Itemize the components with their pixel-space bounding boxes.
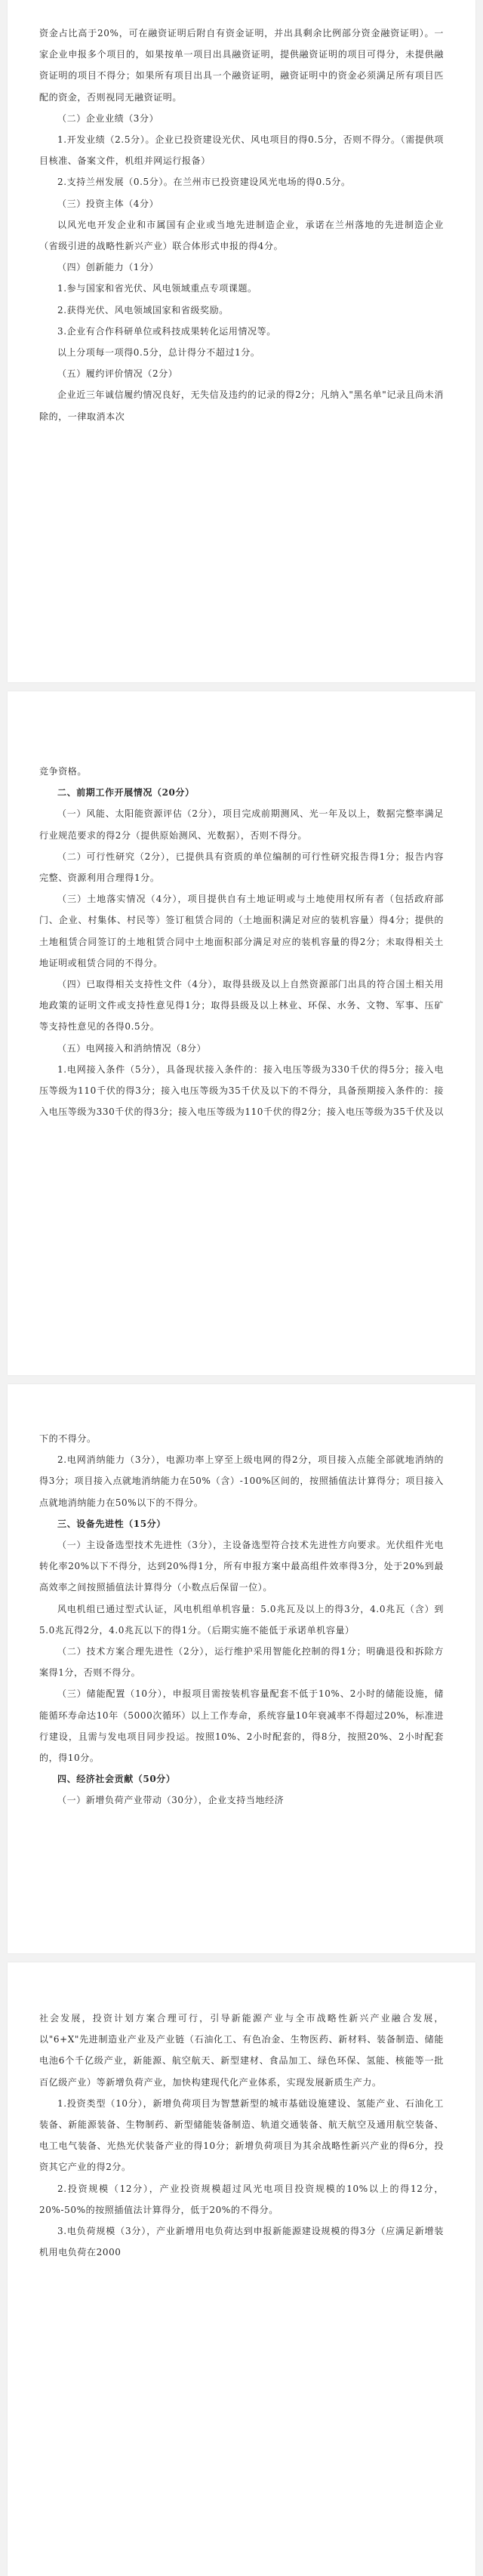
paragraph: （二）企业业绩（3分） xyxy=(57,112,159,124)
paragraph: 3.电负荷规模（3分），产业新增用电负荷达到申报新能源建设规模的得3分（应满足新增装机用电负荷在2000 xyxy=(39,2226,444,2258)
paragraph: 下的不得分。 xyxy=(39,1433,97,1444)
section-heading: 三、设备先进性（15分） xyxy=(57,1518,166,1529)
paragraph: 1.电网接入条件（5分），具备现状接入条件的：接入电压等级为330千伏的得5分；接入电压等级为110千伏的得3分；接入电压等级为35千伏及以下的不得分，具备预期接入条件的：接入电压等级为330千伏的得3分；接入电压等级为110千伏的得2分；接入电压等级为35千伏及以 xyxy=(39,1063,444,1118)
document-page-4 xyxy=(8,1962,475,2576)
paragraph: （五）履约评价情况（2分） xyxy=(57,368,178,380)
paragraph: 2.支持兰州发展（0.5分）。在兰州市已投资建设风光电场的得0.5分。 xyxy=(57,177,351,188)
paragraph: 企业近三年诚信履约情况良好，无失信及违约的记录的得2分；凡纳入"黑名单"记录且尚未消除的，一律取消本次 xyxy=(39,389,444,422)
paragraph: 竞争资格。 xyxy=(39,766,88,777)
paragraph: （五）电网接入和消纳情况（8分） xyxy=(57,1042,207,1054)
page-body xyxy=(39,23,444,427)
paragraph: 2.投资规模（12分），产业投资规模超过风光电项目投资规模的10%以上的得12分，20%-50%的按照插值法计算得分，低于20%的不得分。 xyxy=(39,2183,444,2215)
paragraph: （三）投资主体（4分） xyxy=(57,198,159,209)
paragraph: 社会发展，投资计划方案合理可行，引导新能源产业与全市战略性新兴产业融合发展，以"6+X"先进制造业产业及产业链（石油化工、有色冶金、生物医药、新材料、装备制造、储能电池6个千亿级产业，新能源、航空航天、新型建材、食品加工、绿色环保、氢能、核能等一批百亿级产业）等新增负荷产业，加快构建现代化产业体系，实现发展新质生产力。 xyxy=(39,2013,444,2088)
paragraph: （一）主设备选型技术先进性（3分），主设备选型符合技术先进性方向要求。光伏组件光电转化率20%以下不得分，达到20%得1分，所有申报方案中最高组件效率得3分，处于20%到最高效率之间按照插值法计算得分（小数点后保留一位）。 xyxy=(39,1540,444,1593)
document-page-1 xyxy=(8,0,475,682)
paragraph: （二）技术方案合理先进性（2分），运行维护采用智能化控制的得1分；明确退役和拆除方案得1分，否则不得分。 xyxy=(39,1646,444,1679)
paragraph: 2.获得光伏、风电领域国家和省级奖励。 xyxy=(57,304,229,315)
document-page-2 xyxy=(8,691,475,1375)
paragraph: 以上分项每一项得0.5分，总计得分不超过1分。 xyxy=(57,347,260,359)
document-page-3 xyxy=(8,1384,475,1953)
paragraph: （四）创新能力（1分） xyxy=(57,262,159,273)
paragraph: （四）已取得相关支持性文件（4分），取得县级及以上自然资源部门出具的符合国土相关用地政策的证明文件或支持性意见得1分；取得县级及以上林业、环保、水务、文物、军事、压矿等支持性意见的各得0.5分。 xyxy=(39,979,444,1033)
paragraph: 2.电网消纳能力（3分），电源功率上穿至上级电网的得2分，项目接入点能全部就地消纳的得3分；项目接入点就地消纳能力在50%（含）-100%区间的，按照插值法计算得分；项目接入点就地消纳能力在50%以下的不得分。 xyxy=(39,1454,444,1508)
page-body xyxy=(39,1428,444,1811)
paragraph: 3.企业有合作科研单位或科技成果转化运用情况等。 xyxy=(57,325,276,337)
paragraph: （一）新增负荷产业带动（30分），企业支持当地经济 xyxy=(57,1795,285,1806)
page-body xyxy=(39,2008,444,2263)
paragraph: 资金占比高于20%，可在融资证明后附自有资金证明，并出具剩余比例部分资金融资证明）。一家企业申报多个项目的，如果按单一项目出具融资证明，提供融资证明的项目可得分，未提供融资证明的项目不得分；如果所有项目出具一个融资证明，融资证明中的资金必须满足所有项目匹配的资金，否则视同无融资证明。 xyxy=(39,28,444,103)
section-heading: 四、经济社会贡献（50分） xyxy=(57,1774,176,1785)
paragraph: 1.开发业绩（2.5分）。企业已投资建设光伏、风电项目的得0.5分，否则不得分。（需提供项目核准、备案文件，机组并网运行报备） xyxy=(39,134,444,167)
page-body xyxy=(39,761,444,1122)
paragraph: 风电机组已通过型式认证，风电机组单机容量：5.0兆瓦及以上的得3分，4.0兆瓦（含）到5.0兆瓦得2分，4.0兆瓦以下的得1分。（后期实施不能低于承诺单机容量） xyxy=(39,1603,444,1636)
paragraph: 以风光电开发企业和市属国有企业或当地先进制造企业，承诺在兰州落地的先进制造企业（省级引进的战略性新兴产业）联合体形式申报的得4分。 xyxy=(39,219,444,252)
section-heading: 二、前期工作开展情况（20分） xyxy=(57,787,195,799)
paragraph: （三）储能配置（10分），申报项目需按装机容量配套不低于10%、2小时的储能设施，储能循环寿命达10年（5000次循环）以上工作寿命，系统容量10年衰减率不得超过20%，标准进行建设，且需与发电项目同步投运。按照10%、2小时配套的，得8分，按照20%、2小时配套的，得10分。 xyxy=(39,1688,444,1764)
paragraph: （一）风能、太阳能资源评估（2分），项目完成前期测风、光一年及以上，数据完整率满足行业规范要求的得2分（提供原始测风、光数据），否则不得分。 xyxy=(39,808,444,841)
paragraph: 1.投资类型（10分），新增负荷项目为智慧新型的城市基础设施建设、氢能产业、石油化工装备、新能源装备、生物制药、新型储能装备制造、轨道交通装备、航天航空及通用航空装备、电工电气装备、光热光伏装备产业的得10分；新增负荷项目为其余战略性新兴产业的得6分，投资其它产业的得2分。 xyxy=(39,2097,444,2173)
paragraph: （三）土地落实情况（4分），项目提供自有土地证明或与土地使用权所有者（包括政府部门、企业、村集体、村民等）签订租赁合同的（土地面积满足对应的装机容量）得4分；提供的土地租赁合同签订的土地租赁合同中土地面积部分满足对应的装机容量的得2分；未取得相关土地证明或租赁合同的不得分。 xyxy=(39,894,444,968)
paragraph: （二）可行性研究（2分），已提供具有资质的单位编制的可行性研究报告得1分；报告内容完整、资源利用合理得1分。 xyxy=(39,851,444,884)
paragraph: 1.参与国家和省光伏、风电领域重点专项课题。 xyxy=(57,283,257,294)
